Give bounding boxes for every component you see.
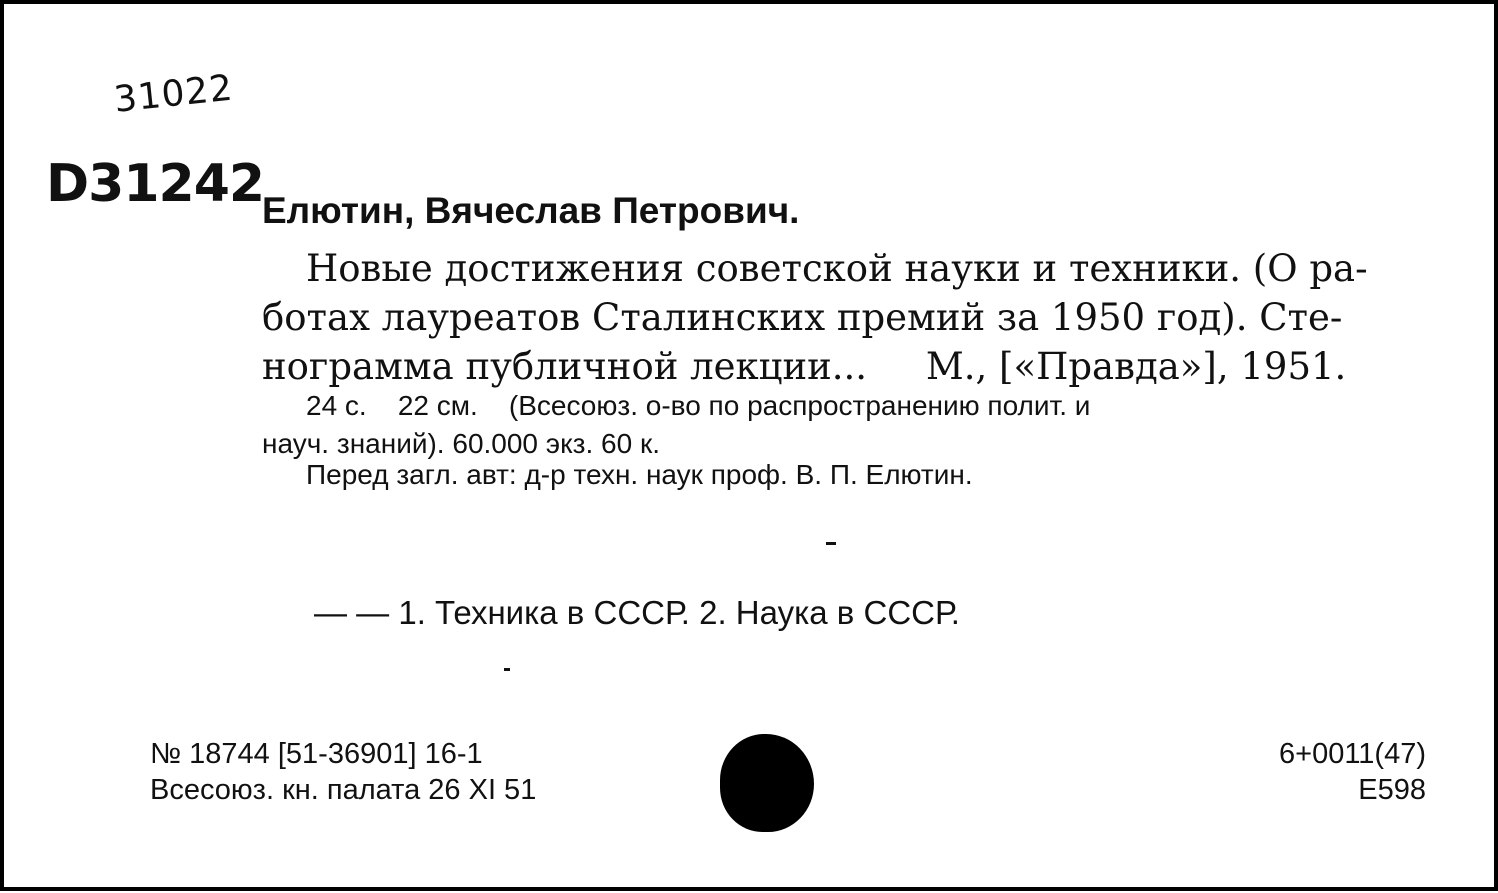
separator-mark <box>504 668 510 671</box>
punch-hole <box>720 734 814 832</box>
collation-line: 24 с. 22 см. (Всесоюз. о-во по распространению полит. и <box>306 390 1091 421</box>
classification-info <box>1279 736 1426 808</box>
handwritten-inventory-number: 31022 <box>112 67 236 121</box>
title-line: ботах лауреатов Сталинских премий за 1950 год). Сте- <box>262 296 1343 339</box>
handwritten-shelfmark: D31242 <box>46 154 265 214</box>
registration-number: № 18744 [51-36901] 16-1 <box>150 738 483 770</box>
classification-code: 6+0011(47) <box>1279 738 1426 770</box>
author-heading: Елютин, Вячеслав Петрович. <box>262 190 800 231</box>
separator-mark <box>826 542 836 545</box>
collation-line: науч. знаний). 60.000 экз. 60 к. <box>262 428 660 459</box>
author-mark: Е598 <box>1358 774 1426 806</box>
registration-info <box>150 736 536 808</box>
subject-headings: — — 1. Техника в СССР. 2. Наука в СССР. <box>314 594 960 631</box>
title-line: Новые достижения советской науки и техники. (О ра- <box>306 247 1368 290</box>
registration-chamber: Всесоюз. кн. палата 26 XI 51 <box>150 774 537 806</box>
title-block <box>262 244 1424 391</box>
title-line: нограмма публичной лекции... М., [«Правда»], 1951. <box>262 345 1347 388</box>
collation-block <box>262 387 1424 463</box>
author-note: Перед загл. авт: д-р техн. наук проф. В. П. Елютин. <box>306 459 973 490</box>
